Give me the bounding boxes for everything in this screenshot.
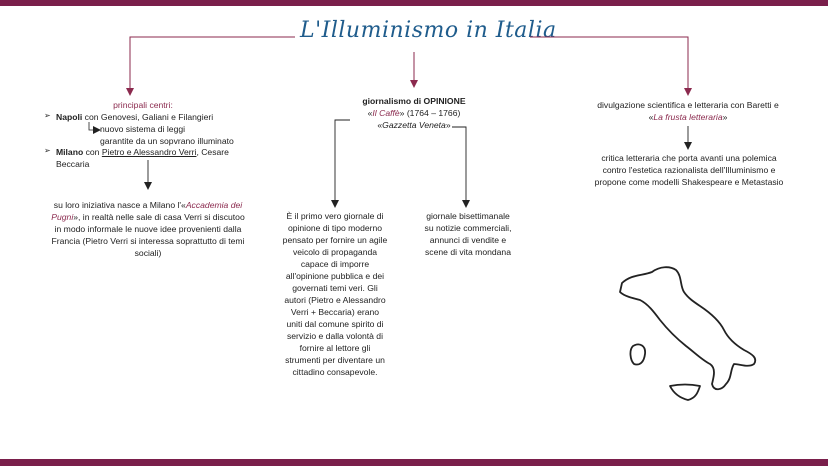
q4: « <box>648 112 654 122</box>
milano-label: Milano <box>56 147 84 157</box>
milano-post: , Cesare <box>196 147 229 157</box>
gazzetta-line <box>354 119 474 131</box>
frusta-title: La frusta letteraria <box>653 112 723 122</box>
branch-right <box>530 37 688 92</box>
q2: « <box>377 120 383 130</box>
gazzetta-title: Gazzetta Veneta <box>382 120 446 130</box>
branch-left <box>130 37 295 92</box>
q1: « <box>367 108 373 118</box>
napoli-sub1: nuovo sistema di leggi <box>100 124 186 134</box>
page-title: L'Illuminismo in Italia <box>300 18 557 43</box>
para-post: », in realtà nelle sale di casa Verri si discutoo in modo informale le nuove idee provenienti dalla Francia (Pietro Verri si interessa soprattutto di temi sociali) <box>51 212 245 258</box>
verri-link: Pietro e Alessandro Verri <box>101 147 197 157</box>
caffe-description: È il primo vero giornale di opinione di tipo moderno pensato per fornire un agile veicolo di propaganda capace di imporre all'opinione pubblica e dei governati temi veri. Gli autori (Pietro e Alessandro Verri + Beccaria) erano uniti dal comune spirito di servizio e dalla volontà di fornire al lettore gli strumenti per diventare un cittadino consapevole. <box>282 211 388 377</box>
italy-outline-icon <box>620 267 755 400</box>
milano-pre: con <box>83 147 102 157</box>
napoli-line <box>56 111 213 123</box>
napoli-text: con Genovesi, Galiani e Filangieri <box>82 112 214 122</box>
accademia-paragraph <box>48 199 248 259</box>
para-pre: su loro iniziativa nasce a Milano l'« <box>53 200 186 210</box>
frusta-line <box>586 111 790 123</box>
napoli-label: Napoli <box>56 112 83 122</box>
right-line1: divulgazione scientifica e letteraria con Baretti e <box>597 100 779 110</box>
gazzetta-arrow <box>452 127 466 204</box>
caffe-title: Il Caffè <box>372 108 400 118</box>
q3: » <box>445 120 451 130</box>
caffe-years: » (1764 – 1766) <box>399 108 461 118</box>
center-heading: giornalismo di OPINIONE <box>362 96 466 106</box>
napoli-sub2: garantite da un sopvrano illuminato <box>100 136 234 146</box>
milano-line2: Beccaria <box>56 159 90 169</box>
left-heading: principali centri: <box>113 100 173 110</box>
bullet-icon: ➢ <box>44 111 51 120</box>
milano-line <box>56 146 229 158</box>
bullet-icon: ➢ <box>44 146 51 155</box>
gazzetta-description: giornale bisettimanale su notizie commerciali, annunci di vendite e scene di vita mondana <box>424 211 512 257</box>
caffe-arrow <box>335 120 350 204</box>
napoli-sub-arrow <box>89 122 97 130</box>
accademia-title: Accademia dei Pugni <box>51 200 243 222</box>
frusta-description: critica letteraria che porta avanti una polemica contro l'estetica razionalista dell'Illuminismo e propone come modelli Shakespeare e Metastasio <box>594 153 784 187</box>
caffe-line <box>354 107 474 119</box>
q5: » <box>722 112 728 122</box>
